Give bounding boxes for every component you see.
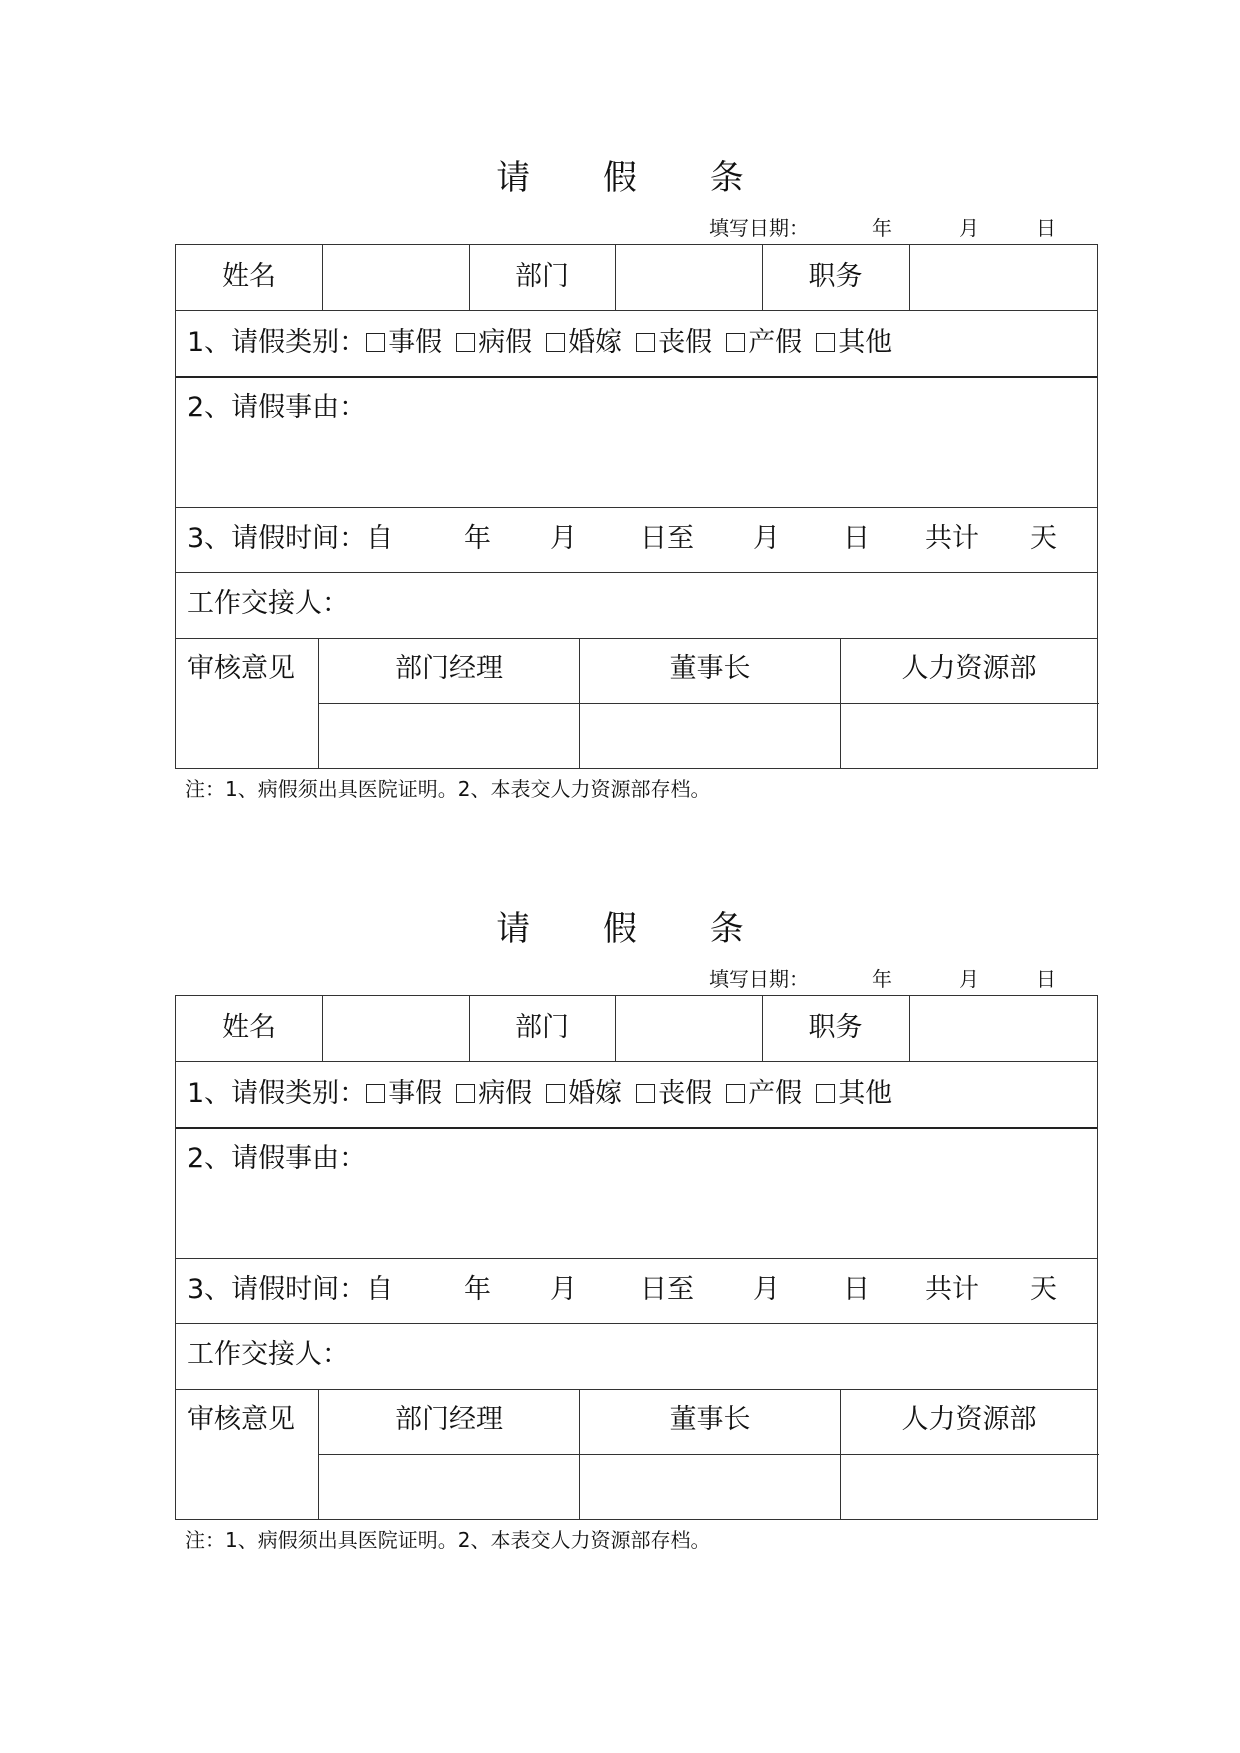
leave-type-sick[interactable]: 病假 [456, 1076, 532, 1112]
checkbox-icon[interactable] [816, 333, 835, 352]
reason-label: 2、请假事由： [187, 1143, 367, 1174]
form-title: 请 假 条 [496, 909, 775, 949]
checkbox-icon[interactable] [726, 333, 745, 352]
review-chairman: 董事长 [669, 653, 751, 684]
name-field[interactable] [323, 245, 469, 310]
leave-type-other[interactable]: 其他 [816, 1076, 892, 1112]
handover-field[interactable] [376, 1325, 1086, 1387]
leave-type-bereavement[interactable]: 丧假 [636, 1076, 712, 1112]
dept-field[interactable] [616, 996, 762, 1061]
fill-date-day[interactable]: 日 [1036, 967, 1056, 991]
leave-type-row [187, 325, 906, 361]
time-month-end[interactable]: 月 [753, 523, 780, 554]
time-label: 3、请假时间：自 [187, 523, 394, 554]
checkbox-icon[interactable] [366, 333, 385, 352]
time-total-label: 共计 [925, 1274, 979, 1305]
leave-type-other[interactable]: 其他 [816, 325, 892, 361]
time-days[interactable]: 天 [1030, 1274, 1057, 1305]
time-day-end[interactable]: 日 [843, 523, 870, 554]
checkbox-icon[interactable] [546, 333, 565, 352]
checkbox-icon[interactable] [636, 1084, 655, 1103]
handover-field[interactable] [376, 574, 1086, 636]
fill-date-month[interactable]: 月 [959, 967, 979, 991]
review-chairman-sign[interactable] [580, 704, 840, 768]
fill-date-month[interactable]: 月 [959, 216, 979, 240]
checkbox-icon[interactable] [816, 1084, 835, 1103]
review-dept-manager-sign[interactable] [319, 1455, 579, 1519]
time-total-label: 共计 [925, 523, 979, 554]
leave-type-maternity[interactable]: 产假 [726, 1076, 802, 1112]
review-chairman: 董事长 [669, 1404, 751, 1435]
reason-field[interactable] [376, 1131, 1086, 1251]
dept-field[interactable] [616, 245, 762, 310]
time-to[interactable]: 日至 [640, 523, 694, 554]
review-dept-manager: 部门经理 [395, 653, 503, 684]
form-table [175, 995, 1098, 1520]
position-field[interactable] [910, 996, 1097, 1061]
form-note: 注：1、病假须出具医院证明。2、本表交人力资源部存档。 [185, 1528, 711, 1552]
handover-label: 工作交接人： [187, 588, 349, 619]
checkbox-icon[interactable] [366, 1084, 385, 1103]
checkbox-icon[interactable] [726, 1084, 745, 1103]
checkbox-icon[interactable] [456, 333, 475, 352]
leave-type-personal[interactable]: 事假 [366, 325, 442, 361]
time-to[interactable]: 日至 [640, 1274, 694, 1305]
form-note: 注：1、病假须出具医院证明。2、本表交人力资源部存档。 [185, 777, 711, 801]
review-label: 审核意见 [187, 1404, 295, 1435]
review-chairman-sign[interactable] [580, 1455, 840, 1519]
checkbox-icon[interactable] [456, 1084, 475, 1103]
fill-date-label: 填写日期： [709, 216, 809, 240]
name-label: 姓名 [222, 1012, 276, 1043]
leave-type-personal[interactable]: 事假 [366, 1076, 442, 1112]
position-field[interactable] [910, 245, 1097, 310]
review-hr-sign[interactable] [841, 1455, 1097, 1519]
leave-type-marriage[interactable]: 婚嫁 [546, 1076, 622, 1112]
leave-type-label: 1、请假类别： [187, 327, 367, 358]
fill-date-year[interactable]: 年 [872, 967, 892, 991]
time-month-end[interactable]: 月 [753, 1274, 780, 1305]
dept-label: 部门 [515, 261, 569, 292]
review-dept-manager: 部门经理 [395, 1404, 503, 1435]
reason-label: 2、请假事由： [187, 392, 367, 423]
position-label: 职务 [808, 1012, 863, 1043]
leave-type-marriage[interactable]: 婚嫁 [546, 325, 622, 361]
time-days[interactable]: 天 [1030, 523, 1057, 554]
time-row [187, 1272, 1087, 1308]
time-row [187, 521, 1087, 557]
checkbox-icon[interactable] [546, 1084, 565, 1103]
time-month-start[interactable]: 月 [550, 1274, 577, 1305]
reason-field[interactable] [376, 380, 1086, 500]
leave-type-sick[interactable]: 病假 [456, 325, 532, 361]
position-label: 职务 [808, 261, 863, 292]
review-hr-sign[interactable] [841, 704, 1097, 768]
checkbox-icon[interactable] [636, 333, 655, 352]
name-label: 姓名 [222, 261, 276, 292]
time-month-start[interactable]: 月 [550, 523, 577, 554]
review-label: 审核意见 [187, 653, 295, 684]
time-label: 3、请假时间：自 [187, 1274, 394, 1305]
time-day-end[interactable]: 日 [843, 1274, 870, 1305]
name-field[interactable] [323, 996, 469, 1061]
review-hr: 人力资源部 [901, 1404, 1037, 1435]
fill-date-day[interactable]: 日 [1036, 216, 1056, 240]
leave-type-row [187, 1076, 906, 1112]
fill-date-year[interactable]: 年 [872, 216, 892, 240]
dept-label: 部门 [515, 1012, 569, 1043]
leave-type-maternity[interactable]: 产假 [726, 325, 802, 361]
handover-label: 工作交接人： [187, 1339, 349, 1370]
fill-date-label: 填写日期： [709, 967, 809, 991]
time-year[interactable]: 年 [464, 1274, 491, 1305]
review-hr: 人力资源部 [901, 653, 1037, 684]
leave-type-label: 1、请假类别： [187, 1078, 367, 1109]
form-table [175, 244, 1098, 769]
leave-type-bereavement[interactable]: 丧假 [636, 325, 712, 361]
form-title: 请 假 条 [496, 158, 775, 198]
time-year[interactable]: 年 [464, 523, 491, 554]
review-dept-manager-sign[interactable] [319, 704, 579, 768]
